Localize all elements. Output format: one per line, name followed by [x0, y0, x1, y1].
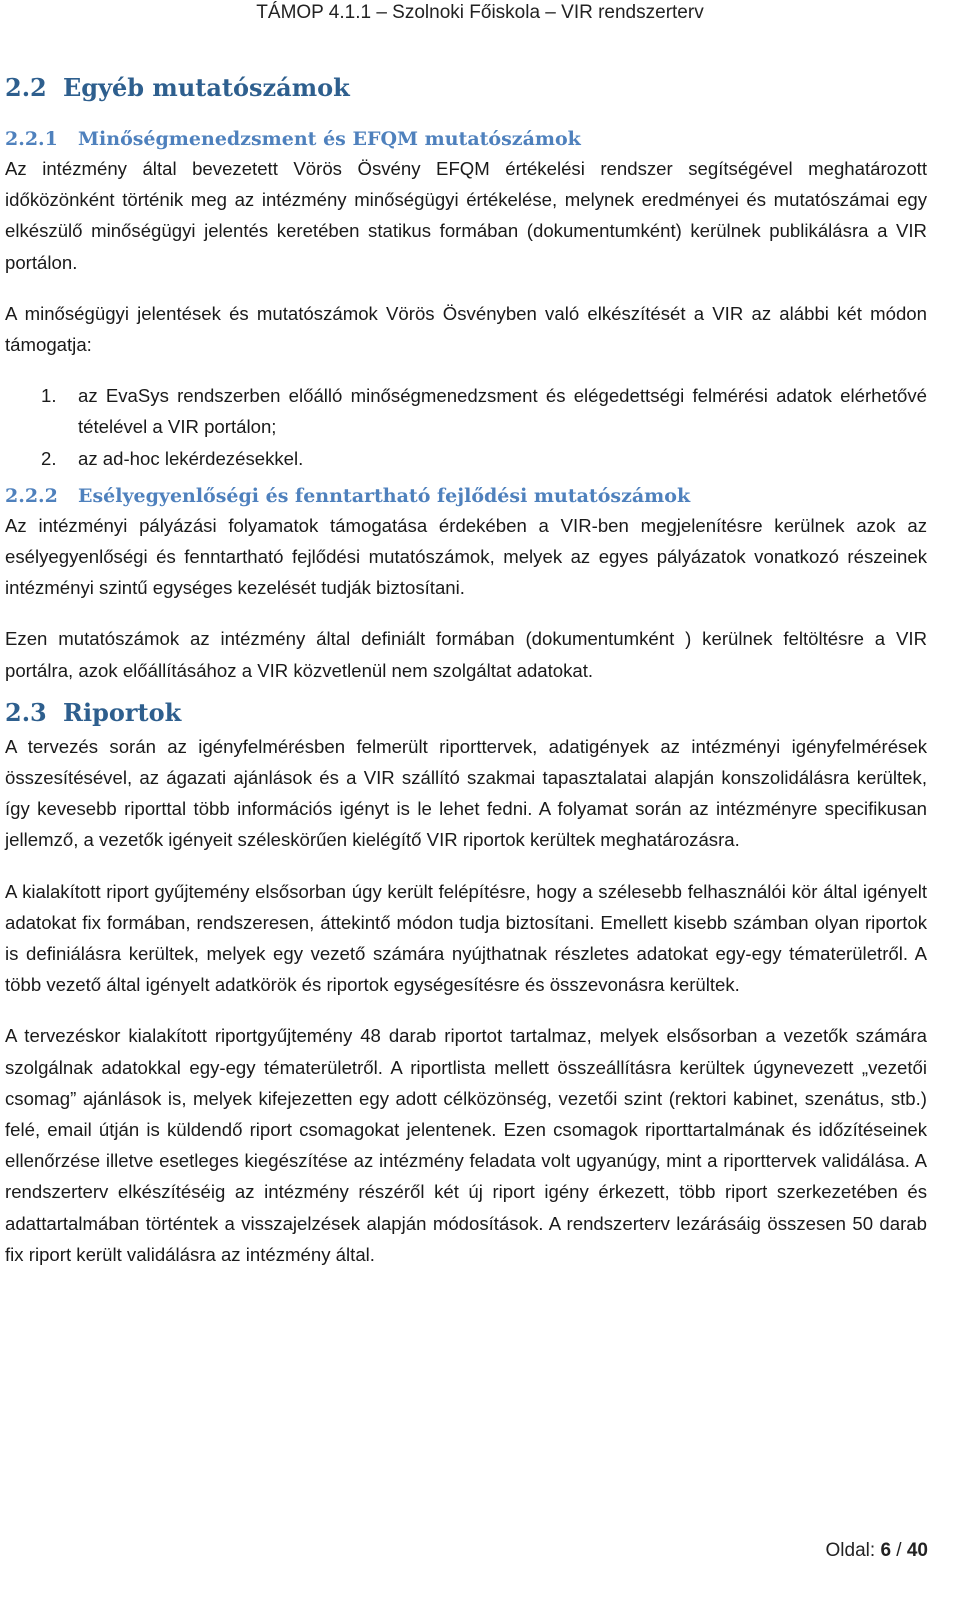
section-heading-2-2 — [5, 72, 927, 104]
section-title: Egyéb mutatószámok — [63, 73, 350, 102]
page-label: Oldal: — [825, 1540, 876, 1561]
section-number: 2.3 — [5, 697, 47, 727]
section-title: Riportok — [63, 697, 182, 727]
paragraph: A kialakított riport gyűjtemény elsősorban úgy került felépítésre, hogy a szélesebb felhasználói kör által igényelt adatokat fix formában, rendszeresen, áttekintő módon tudja biztosítani. Emellett kisebb számban olyan riportok is definiálásra kerültek, melyek egy vezető számára nyújthatnak részletes adatokat egy-egy tématerületről. A több vezető által igényelt adatkörök és riportok egységesítésre és összevonásra kerültek. — [5, 880, 927, 996]
subsection-heading-2-2-1 — [5, 125, 927, 153]
list-item-text: az ad-hoc lekérdezésekkel. — [78, 447, 304, 469]
subsection-title: Esélyegyenlőségi és fenntartható fejlődési mutatószámok — [78, 484, 691, 507]
list-item-number: 1. — [41, 385, 57, 407]
subsection-number: 2.2.1 — [5, 128, 58, 150]
subsection-title: Minőségmenedzsment és EFQM mutatószámok — [78, 128, 581, 150]
subsection-heading-2-2-2 — [5, 482, 927, 510]
paragraph: Az intézmény által bevezetett Vörös Ösvény EFQM értékelési rendszer segítségével meghatározott időközönként történik meg az intézmény minőségügyi értékelése, melynek eredményei és mutatószámai egy elkészülő minőségügyi jelentés keretében statikus formában (dokumentumként) kerülnek publikálásra a VIR portálon. — [5, 158, 927, 273]
numbered-list — [5, 380, 927, 474]
list-item-text: az EvaSys rendszerben előálló minőségmenedzsment és elégedettségi felmérési adatok elérhetővé tételével a VIR portálon; — [78, 385, 927, 438]
paragraph: Ezen mutatószámok az intézmény által definiált formában (dokumentumként ) kerülnek feltöltésre a VIR portálra, azok előállításához a VIR közvetlenül nem szolgáltat adatokat. — [5, 628, 927, 681]
page-footer — [826, 1540, 928, 1562]
section-heading-2-3 — [5, 697, 927, 729]
paragraph: Az intézményi pályázási folyamatok támogatása érdekében a VIR-ben megjelenítésre kerülnek azok az esélyegyenlőségi és fenntartható fejlődési mutatószámok, melyek az egyes pályázatok vonatkozó részeinek intézményi szintű egységes kezelését tudják biztosítani. — [5, 514, 927, 599]
list-item-number: 2. — [41, 447, 57, 469]
total-pages: 40 — [906, 1540, 928, 1561]
current-page: 6 — [880, 1540, 892, 1561]
section-number: 2.2 — [5, 73, 47, 102]
document-body — [5, 70, 927, 1270]
page-header: TÁMOP 4.1.1 – Szolnoki Főiskola – VIR rendszerterv — [256, 2, 704, 23]
paragraph: A tervezés során az igényfelmérésben felmerült riporttervek, adatigények az intézményi igényfelmérések összesítésével, az ágazati ajánlások és a VIR szállító szakmai tapasztalatai alapján konszolidálásra kerültek, így kevesebb riporttal több információs igényt is le lehet fedni. A folyamat során az intézményre specifikusan jellemző, a vezetők igényeit széleskörűen kielégítő VIR riportok kerültek meghatározásra. — [5, 735, 927, 851]
paragraph: A minőségügyi jelentések és mutatószámok Vörös Ösvényben való elkészítését a VIR az alábbi két módon támogatja: — [5, 302, 927, 356]
paragraph: A tervezéskor kialakított riportgyűjtemény 48 darab riportot tartalmaz, melyek elsősorban a vezetők számára szolgálnak adatokkal egy-egy tématerületről. A riportlista mellett összeállításra kerültek úgynevezett „vezetői csomag” ajánlások is, melyek kifejezetten egy adott célközönség, vezetői szint (rektori kabinet, szenátus, stb.) felé, email útján is küldendő riport csomagokat jelentenek. Ezen csomagok riporttartalmának és időzítéseinek ellenőrzése illetve esetleges kiegészítése az intézmény feladata volt ugyanúgy, mint a riporttervek validálása. A rendszerterv elkészítéséig az intézmény részéről két új riport igény érkezett, több riport szerkezetében és adattartalmában történtek a visszajelzések alapján módosítások. A rendszerterv lezárásáig összesen 50 darab fix riport került validálásra az intézmény által. — [5, 1025, 927, 1265]
list-item — [5, 380, 927, 442]
page-separator: / — [896, 1540, 902, 1561]
list-item — [5, 443, 927, 474]
subsection-number: 2.2.2 — [5, 484, 58, 507]
